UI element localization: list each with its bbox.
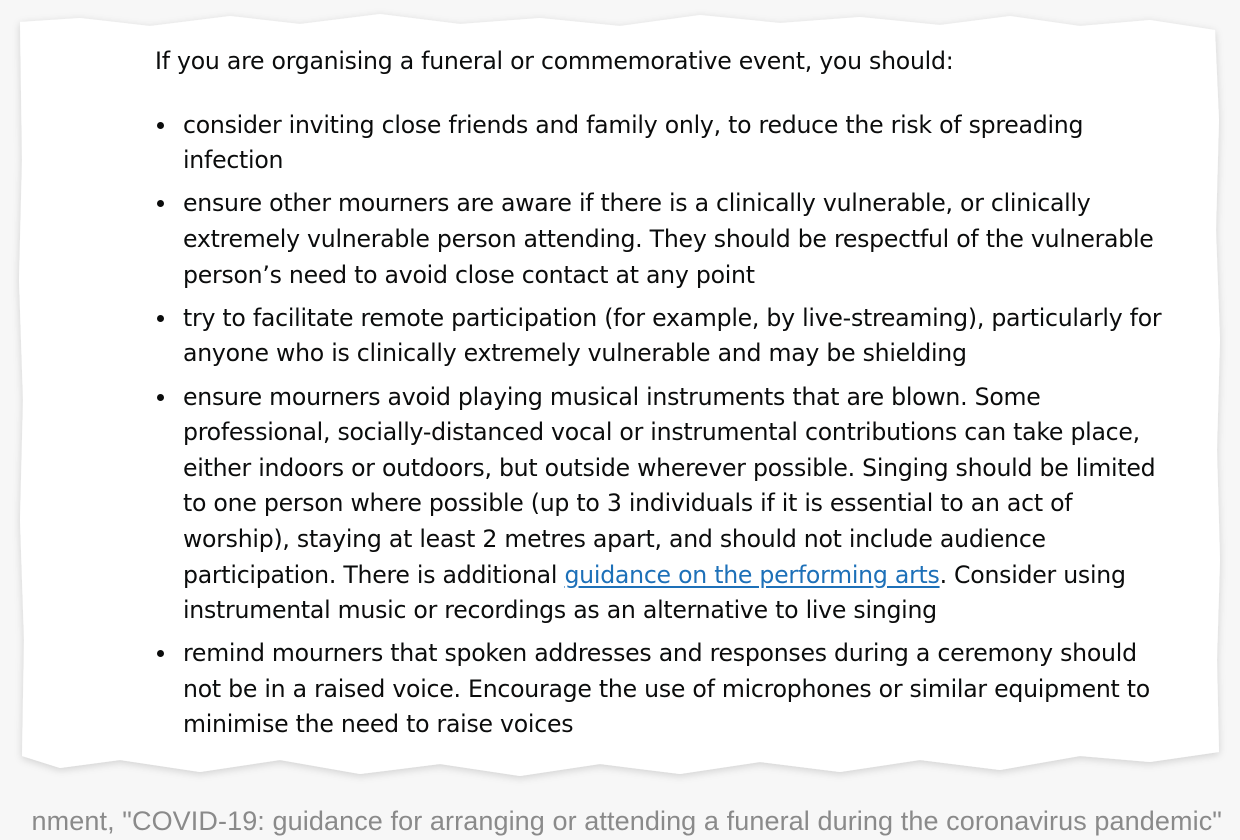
guidance-list [155, 108, 1175, 743]
list-item: consider inviting close friends and family only, to reduce the risk of spreading infection [155, 108, 1175, 179]
source-caption: nment, "COVID-19: guidance for arranging or attending a funeral during the coronavirus pandemic" [31, 806, 1222, 836]
intro-sentence: If you are organising a funeral or commemorative event, you should: [155, 47, 954, 75]
list-item-text-before-link: ensure mourners avoid playing musical instruments that are blown. Some professional, socially-distanced vocal or instrumental contributions can take place, either indoors or outdoors, but outside wherever possible. Singing should be limited to one person where possible (up to 3 individuals if it is essential to an act of worship), staying at least 2 metres apart, and should not include audience participation. There is additional [183, 382, 1156, 589]
list-item: try to facilitate remote participation (for example, by live-streaming), particularly for anyone who is clinically extremely vulnerable and may be shielding [155, 301, 1175, 372]
performing-arts-guidance-link[interactable]: guidance on the performing arts [564, 560, 940, 589]
guidance-text [155, 44, 1175, 751]
list-item: remind mourners that spoken addresses and responses during a ceremony should not be in a raised voice. Encourage the use of microphones or similar equipment to minimise the need to raise voices [155, 636, 1175, 743]
list-item-text-after-link: . Consider using instrumental music or recordings as an alternative to live singing [183, 560, 1126, 625]
list-item [155, 380, 1175, 629]
list-item: ensure other mourners are aware if there is a clinically vulnerable, or clinically extremely vulnerable person attending. They should be respectful of the vulnerable person’s need to avoid close contact at any point [155, 186, 1175, 293]
